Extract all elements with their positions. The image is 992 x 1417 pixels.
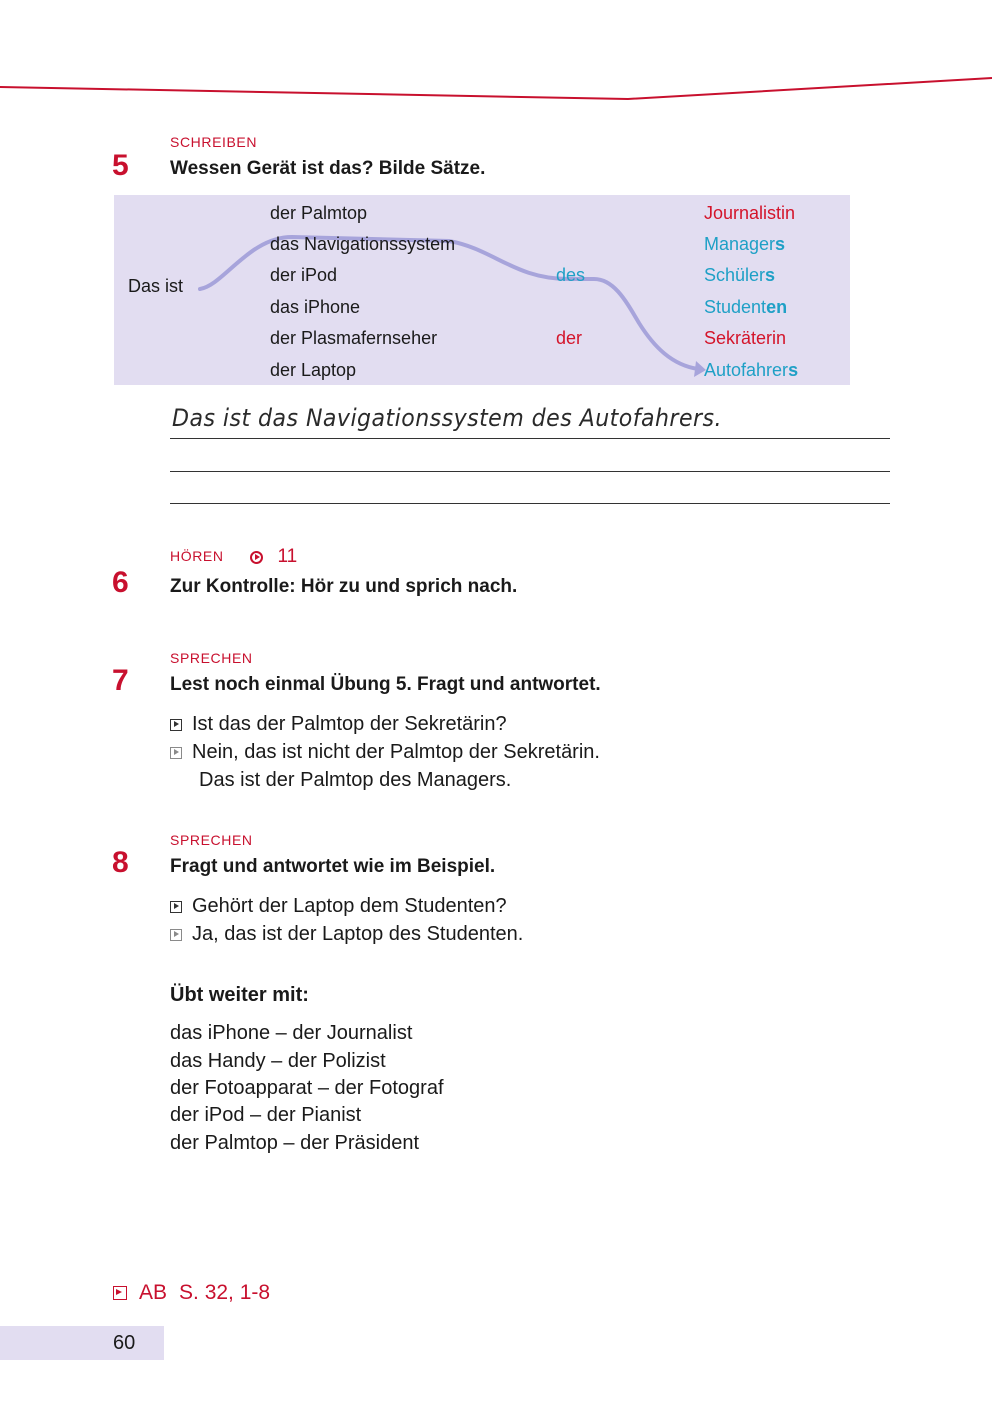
audio-play-icon[interactable]	[250, 551, 263, 564]
ex7-question: Ist das der Palmtop der Sekretärin?	[170, 713, 507, 736]
person-6: Autofahrers	[704, 360, 799, 380]
more-item-3: der Fotoapparat – der Fotograf	[170, 1077, 444, 1099]
more-heading: Übt weiter mit:	[170, 984, 309, 1006]
ex6-instruction: Zur Kontrolle: Hör zu und sprich nach.	[170, 576, 518, 597]
ex5-number: 5	[112, 149, 129, 182]
more-item-1: das iPhone – der Journalist	[170, 1022, 413, 1044]
device-2: das Navigationssystem	[270, 234, 456, 254]
ex7-answer: Nein, das ist nicht der Palmtop der Sekretärin.	[170, 741, 600, 764]
answer-line-3[interactable]	[170, 503, 890, 504]
ex6-category: HÖREN	[170, 548, 224, 565]
box-lead: Das ist	[128, 276, 184, 296]
ex7-category: SPRECHEN	[170, 650, 253, 666]
ex8-answer: Ja, das ist der Laptop des Studenten.	[170, 923, 523, 946]
article-des: des	[556, 265, 586, 285]
question-play-icon	[170, 901, 182, 913]
page-number-bar	[0, 1326, 164, 1360]
more-item-5: der Palmtop – der Präsident	[170, 1132, 420, 1154]
more-item-2: das Handy – der Polizist	[170, 1050, 386, 1072]
ex8-category: SPRECHEN	[170, 832, 253, 848]
example-answer: Das ist das Navigationssystem des Autofahrers.	[172, 404, 722, 432]
ex7-instruction: Lest noch einmal Übung 5. Fragt und antwortet.	[170, 674, 601, 695]
article-der: der	[556, 328, 583, 348]
answer-play-icon	[170, 747, 182, 759]
person-3: Schülers	[704, 265, 776, 285]
ex7-number: 7	[112, 664, 129, 697]
answer-line-1[interactable]	[170, 438, 890, 439]
answer-line-2[interactable]	[170, 471, 890, 472]
device-4: das iPhone	[270, 297, 361, 317]
device-1: der Palmtop	[270, 203, 368, 223]
person-1: Journalistin	[704, 203, 796, 223]
ex5-category: SCHREIBEN	[170, 134, 258, 150]
page-number: 60	[113, 1332, 136, 1354]
more-item-4: der iPod – der Pianist	[170, 1104, 362, 1126]
header-rule	[0, 70, 992, 110]
ex6-number: 6	[112, 566, 129, 599]
ex8-instruction: Fragt und antwortet wie im Beispiel.	[170, 856, 496, 877]
person-5: Sekräterin	[704, 328, 787, 348]
device-6: der Laptop	[270, 360, 357, 380]
ex7-answer-cont: Das ist der Palmtop des Managers.	[199, 769, 512, 791]
person-2: Managers	[704, 234, 786, 254]
question-play-icon	[170, 719, 182, 731]
workbook-reference[interactable]	[113, 1281, 270, 1305]
ab-pages: S. 32, 1-8	[179, 1281, 271, 1304]
ex8-question: Gehört der Laptop dem Studenten?	[170, 895, 507, 918]
device-5: der Plasmafernseher	[270, 328, 438, 348]
ab-label: AB	[139, 1281, 168, 1304]
device-3: der iPod	[270, 265, 338, 285]
workbook-link-icon	[113, 1286, 127, 1300]
ex6-header	[170, 546, 297, 568]
answer-play-icon	[170, 929, 182, 941]
ex5-instruction: Wessen Gerät ist das? Bilde Sätze.	[170, 158, 486, 179]
ex6-track: 11	[277, 546, 298, 567]
ex8-number: 8	[112, 846, 129, 879]
person-4: Studenten	[704, 297, 788, 317]
